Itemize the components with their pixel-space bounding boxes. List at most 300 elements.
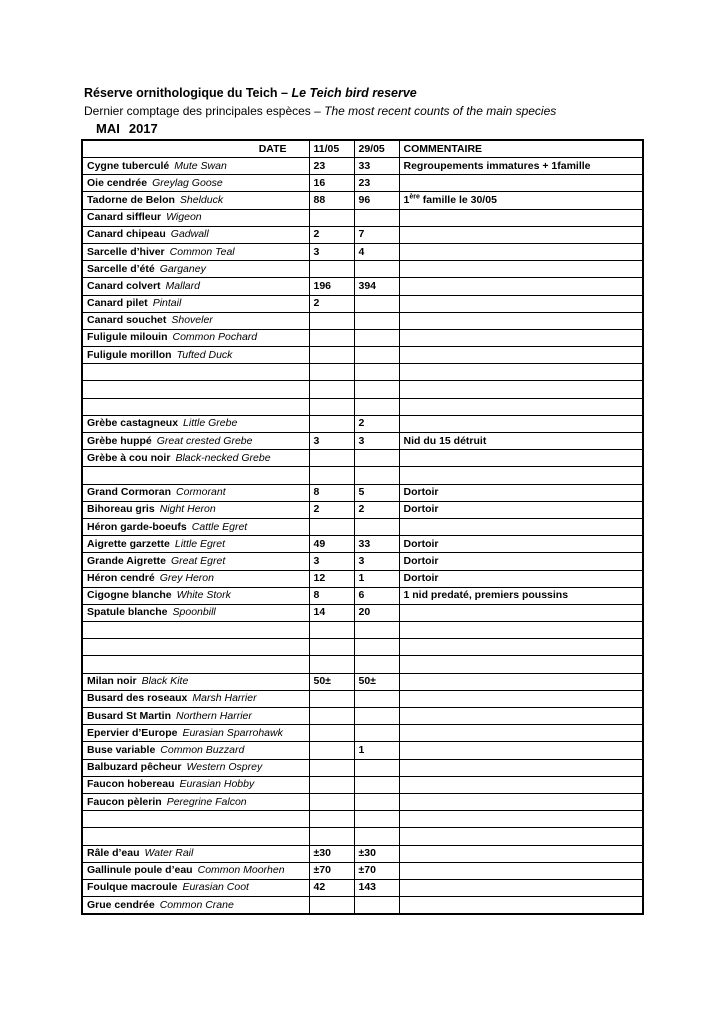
- count-29-05: 6: [354, 587, 399, 604]
- species-cell: [82, 175, 309, 192]
- species-name-fr: Milan noir: [87, 675, 137, 688]
- count-11-05: 12: [309, 570, 354, 587]
- species-count-table: [81, 139, 644, 915]
- comment-cell: [399, 415, 643, 432]
- table-row: [82, 295, 643, 312]
- count-29-05: 20: [354, 604, 399, 621]
- species-cell: [82, 329, 309, 346]
- species-name-fr: Râle d’eau: [87, 847, 140, 860]
- species-name-fr: Grèbe huppé: [87, 434, 152, 447]
- species-cell: [82, 415, 309, 432]
- table-row: [82, 209, 643, 226]
- species-name-en: Wigeon: [166, 211, 202, 224]
- count-11-05: [309, 656, 354, 673]
- comment-cell: [399, 518, 643, 535]
- count-29-05: [354, 295, 399, 312]
- species-cell: [82, 725, 309, 742]
- count-29-05: 2: [354, 415, 399, 432]
- count-11-05: [309, 364, 354, 381]
- species-name-fr: Faucon pèlerin: [87, 795, 162, 808]
- count-29-05: [354, 811, 399, 828]
- table-row: [82, 381, 643, 398]
- comment-cell: Dortoir: [399, 536, 643, 553]
- comment-cell: [399, 398, 643, 415]
- species-name-fr: Balbuzard pêcheur: [87, 761, 182, 774]
- count-29-05: [354, 897, 399, 915]
- table-row: [82, 811, 643, 828]
- title-separator: –: [277, 86, 292, 100]
- comment-cell: [399, 364, 643, 381]
- count-29-05: [354, 347, 399, 364]
- species-name-en: Peregrine Falcon: [166, 795, 247, 808]
- species-name-en: Common Crane: [159, 898, 234, 911]
- species-cell: [82, 690, 309, 707]
- comment-cell: [399, 209, 643, 226]
- comment-cell: [399, 329, 643, 346]
- species-cell: [82, 536, 309, 553]
- species-cell: [82, 312, 309, 329]
- species-name-fr: Fuligule morillon: [87, 348, 172, 361]
- count-11-05: ±30: [309, 845, 354, 862]
- species-name-fr: Héron cendré: [87, 572, 155, 585]
- comment-cell: [399, 467, 643, 484]
- year-label: 2017: [128, 121, 158, 136]
- count-11-05: 23: [309, 158, 354, 175]
- species-name-en: Water Rail: [144, 847, 194, 860]
- species-cell: [82, 897, 309, 915]
- comment-cell: [399, 656, 643, 673]
- count-11-05: [309, 329, 354, 346]
- table-row: [82, 158, 643, 175]
- subtitle-fr: Dernier comptage des principales espèces: [84, 104, 311, 118]
- count-29-05: 3: [354, 433, 399, 450]
- species-cell: [82, 811, 309, 828]
- species-name-en: Night Heron: [159, 503, 216, 516]
- count-29-05: [354, 329, 399, 346]
- count-11-05: [309, 708, 354, 725]
- comment-cell: [399, 295, 643, 312]
- table-row: [82, 690, 643, 707]
- table-row: [82, 604, 643, 621]
- count-11-05: 2: [309, 226, 354, 243]
- count-29-05: [354, 759, 399, 776]
- count-11-05: 196: [309, 278, 354, 295]
- comment-cell: [399, 862, 643, 879]
- subtitle-separator: –: [310, 104, 325, 118]
- species-name-en: Mute Swan: [174, 159, 227, 172]
- table-row: [82, 243, 643, 260]
- comment-cell: 1 nid predaté, premiers poussins: [399, 587, 643, 604]
- table-row: [82, 347, 643, 364]
- species-name-fr: Grèbe à cou noir: [87, 451, 171, 464]
- count-29-05: 1: [354, 570, 399, 587]
- comment-superscript: ère: [409, 193, 420, 201]
- table-row: [82, 828, 643, 845]
- comment-cell: Dortoir: [399, 501, 643, 518]
- species-name-fr: Cygne tuberculé: [87, 159, 170, 172]
- species-cell: [82, 776, 309, 793]
- species-name-fr: Grand Cormoran: [87, 486, 172, 499]
- count-11-05: [309, 381, 354, 398]
- count-11-05: [309, 759, 354, 776]
- count-29-05: [354, 209, 399, 226]
- species-cell: [82, 261, 309, 278]
- species-name-fr: Busard St Martin: [87, 709, 172, 722]
- count-29-05: [354, 398, 399, 415]
- species-name-fr: Fuligule milouin: [87, 331, 168, 344]
- species-name-fr: Grande Aigrette: [87, 554, 166, 567]
- count-11-05: 3: [309, 243, 354, 260]
- species-name-fr: Tadorne de Belon: [87, 193, 175, 206]
- count-11-05: 88: [309, 192, 354, 209]
- table-row: [82, 656, 643, 673]
- species-cell: [82, 158, 309, 175]
- species-name-fr: Canard chipeau: [87, 228, 166, 241]
- species-name-fr: Grèbe castagneux: [87, 417, 179, 430]
- table-row: [82, 570, 643, 587]
- species-name-en: Great Egret: [170, 554, 226, 567]
- comment-cell: Regroupements immatures + 1famille: [399, 158, 643, 175]
- count-11-05: [309, 209, 354, 226]
- comment-cell: [399, 261, 643, 278]
- count-11-05: ±70: [309, 862, 354, 879]
- date-column-1: 11/05: [309, 140, 354, 158]
- count-29-05: [354, 776, 399, 793]
- comment-cell: [399, 312, 643, 329]
- count-29-05: 33: [354, 536, 399, 553]
- species-cell: [82, 793, 309, 810]
- species-name-fr: Héron garde-boeufs: [87, 520, 187, 533]
- species-name-en: Common Teal: [169, 245, 235, 258]
- count-11-05: [309, 312, 354, 329]
- count-29-05: [354, 312, 399, 329]
- comment-cell: [399, 742, 643, 759]
- count-11-05: 49: [309, 536, 354, 553]
- species-name-en: Cattle Egret: [191, 520, 248, 533]
- count-29-05: 23: [354, 175, 399, 192]
- species-name-fr: Canard pilet: [87, 297, 148, 310]
- species-name-fr: Oie cendrée: [87, 176, 148, 189]
- comment-cell: [399, 192, 643, 209]
- species-name-en: Northern Harrier: [176, 709, 252, 722]
- table-header-row: [82, 140, 643, 158]
- count-29-05: [354, 639, 399, 656]
- count-29-05: ±30: [354, 845, 399, 862]
- count-29-05: [354, 656, 399, 673]
- species-name-en: Black-necked Grebe: [175, 451, 271, 464]
- species-name-en: Mallard: [165, 279, 200, 292]
- species-name-en: Western Osprey: [186, 761, 263, 774]
- species-name-fr: Canard souchet: [87, 314, 167, 327]
- comment-cell: [399, 708, 643, 725]
- table-row: [82, 793, 643, 810]
- table-row: [82, 175, 643, 192]
- comment-cell: [399, 793, 643, 810]
- count-11-05: 3: [309, 553, 354, 570]
- species-name-en: Tufted Duck: [176, 348, 233, 361]
- species-cell: [82, 364, 309, 381]
- count-11-05: 8: [309, 587, 354, 604]
- count-29-05: [354, 828, 399, 845]
- table-row: [82, 226, 643, 243]
- species-name-en: Little Egret: [174, 537, 226, 550]
- count-29-05: [354, 364, 399, 381]
- table-row: [82, 536, 643, 553]
- count-29-05: 1: [354, 742, 399, 759]
- table-row: [82, 742, 643, 759]
- comment-cell: [399, 725, 643, 742]
- species-name-en: White Stork: [176, 589, 231, 602]
- comment-cell: [399, 381, 643, 398]
- table-row: [82, 759, 643, 776]
- species-name-fr: Sarcelle d’été: [87, 262, 155, 275]
- species-name-fr: Grue cendrée: [87, 898, 155, 911]
- comment-text: famille le 30/05: [419, 193, 497, 206]
- species-cell: [82, 570, 309, 587]
- count-11-05: [309, 415, 354, 432]
- comment-cell: [399, 845, 643, 862]
- count-11-05: 2: [309, 295, 354, 312]
- species-cell: [82, 759, 309, 776]
- comment-cell: [399, 347, 643, 364]
- species-cell: [82, 381, 309, 398]
- count-11-05: [309, 897, 354, 915]
- comment-cell: [399, 690, 643, 707]
- species-name-en: Greylag Goose: [152, 176, 223, 189]
- species-cell: [82, 587, 309, 604]
- count-29-05: [354, 518, 399, 535]
- species-name-en: Eurasian Coot: [182, 881, 249, 894]
- table-row: [82, 518, 643, 535]
- count-11-05: [309, 450, 354, 467]
- comment-cell: [399, 622, 643, 639]
- species-name-en: Gadwall: [170, 228, 209, 241]
- species-cell: [82, 828, 309, 845]
- count-11-05: [309, 639, 354, 656]
- species-name-fr: Foulque macroule: [87, 881, 178, 894]
- count-29-05: 2: [354, 501, 399, 518]
- table-row: [82, 329, 643, 346]
- table-row: [82, 364, 643, 381]
- table-row: [82, 501, 643, 518]
- count-11-05: [309, 690, 354, 707]
- count-29-05: 33: [354, 158, 399, 175]
- table-row: [82, 484, 643, 501]
- title-fr: Réserve ornithologique du Teich: [84, 86, 278, 100]
- table-row: [82, 312, 643, 329]
- species-name-fr: Faucon hobereau: [87, 778, 175, 791]
- count-29-05: 4: [354, 243, 399, 260]
- species-name-en: Shoveler: [171, 314, 213, 327]
- count-29-05: 5: [354, 484, 399, 501]
- count-11-05: [309, 467, 354, 484]
- count-29-05: 143: [354, 879, 399, 896]
- count-11-05: [309, 828, 354, 845]
- species-cell: [82, 862, 309, 879]
- species-name-fr: Epervier d’Europe: [87, 726, 178, 739]
- title-en: Le Teich bird reserve: [291, 86, 417, 100]
- comment-cell: [399, 776, 643, 793]
- table-row: [82, 553, 643, 570]
- comment-cell: [399, 175, 643, 192]
- comment-cell: [399, 226, 643, 243]
- subtitle-en: The most recent counts of the main species: [324, 104, 557, 118]
- count-29-05: [354, 725, 399, 742]
- table-row: [82, 845, 643, 862]
- count-29-05: [354, 708, 399, 725]
- species-cell: [82, 879, 309, 896]
- comment-cell: [399, 828, 643, 845]
- comment-cell: Dortoir: [399, 570, 643, 587]
- comment-cell: [399, 879, 643, 896]
- species-name-en: Black Kite: [141, 675, 189, 688]
- comment-cell: [399, 604, 643, 621]
- count-11-05: [309, 811, 354, 828]
- species-name-en: Little Grebe: [183, 417, 238, 430]
- table-row: [82, 708, 643, 725]
- comment-cell: [399, 278, 643, 295]
- species-name-en: Common Buzzard: [160, 743, 245, 756]
- count-11-05: 14: [309, 604, 354, 621]
- comment-cell: [399, 639, 643, 656]
- table-row: [82, 433, 643, 450]
- species-cell: [82, 742, 309, 759]
- species-name-fr: Aigrette garzette: [87, 537, 170, 550]
- table-row: [82, 897, 643, 915]
- species-cell: [82, 192, 309, 209]
- table-row: [82, 278, 643, 295]
- count-11-05: 16: [309, 175, 354, 192]
- species-cell: [82, 673, 309, 690]
- species-name-en: Pintail: [152, 297, 182, 310]
- table-row: [82, 415, 643, 432]
- species-name-fr: Sarcelle d’hiver: [87, 245, 165, 258]
- comment-cell: [399, 450, 643, 467]
- species-name-fr: Busard des roseaux: [87, 692, 188, 705]
- table-row: [82, 398, 643, 415]
- species-cell: [82, 484, 309, 501]
- species-name-fr: Canard siffleur: [87, 211, 162, 224]
- species-name-en: Garganey: [159, 262, 206, 275]
- species-cell: [82, 622, 309, 639]
- table-row: [82, 192, 643, 209]
- comment-cell: [399, 673, 643, 690]
- count-29-05: [354, 690, 399, 707]
- count-11-05: [309, 622, 354, 639]
- species-name-fr: Canard colvert: [87, 279, 161, 292]
- comment-cell: Dortoir: [399, 553, 643, 570]
- species-name-en: Marsh Harrier: [192, 692, 257, 705]
- count-29-05: ±70: [354, 862, 399, 879]
- date-column-2: 29/05: [354, 140, 399, 158]
- comment-cell: [399, 811, 643, 828]
- table-row: [82, 622, 643, 639]
- table-row: [82, 862, 643, 879]
- count-11-05: 3: [309, 433, 354, 450]
- count-29-05: 394: [354, 278, 399, 295]
- count-29-05: [354, 381, 399, 398]
- species-cell: [82, 209, 309, 226]
- comment-cell: [399, 897, 643, 915]
- comment-cell: Nid du 15 détruit: [399, 433, 643, 450]
- date-header: DATE: [82, 140, 309, 158]
- species-cell: [82, 656, 309, 673]
- count-29-05: 7: [354, 226, 399, 243]
- species-name-en: Spoonbill: [172, 606, 216, 619]
- species-name-fr: Buse variable: [87, 743, 156, 756]
- species-name-en: Great crested Grebe: [156, 434, 253, 447]
- table-row: [82, 639, 643, 656]
- count-29-05: 3: [354, 553, 399, 570]
- species-cell: [82, 845, 309, 862]
- species-cell: [82, 347, 309, 364]
- count-11-05: [309, 776, 354, 793]
- comment-prefix: 1: [403, 193, 410, 206]
- species-name-fr: Spatule blanche: [87, 606, 168, 619]
- species-cell: [82, 467, 309, 484]
- comment-cell: [399, 759, 643, 776]
- species-name-en: Grey Heron: [159, 572, 214, 585]
- count-29-05: 50±: [354, 673, 399, 690]
- species-cell: [82, 226, 309, 243]
- species-cell: [82, 243, 309, 260]
- page-title: [84, 86, 417, 100]
- table-row: [82, 587, 643, 604]
- count-29-05: [354, 622, 399, 639]
- count-11-05: [309, 725, 354, 742]
- species-name-en: Eurasian Hobby: [179, 778, 255, 791]
- table-row: [82, 725, 643, 742]
- species-cell: [82, 433, 309, 450]
- page-subtitle: [84, 104, 556, 118]
- table-row: [82, 879, 643, 896]
- table-row: [82, 467, 643, 484]
- count-11-05: 8: [309, 484, 354, 501]
- comment-header: COMMENTAIRE: [399, 140, 643, 158]
- count-29-05: [354, 467, 399, 484]
- count-11-05: [309, 347, 354, 364]
- species-cell: [82, 553, 309, 570]
- species-cell: [82, 450, 309, 467]
- table-row: [82, 450, 643, 467]
- table-row: [82, 776, 643, 793]
- count-29-05: 96: [354, 192, 399, 209]
- count-29-05: [354, 450, 399, 467]
- count-11-05: 42: [309, 879, 354, 896]
- species-name-fr: Gallinule poule d’eau: [87, 864, 193, 877]
- table-row: [82, 673, 643, 690]
- species-name-en: Cormorant: [176, 486, 226, 499]
- species-cell: [82, 278, 309, 295]
- count-11-05: 50±: [309, 673, 354, 690]
- period-label: [96, 121, 158, 136]
- count-29-05: [354, 793, 399, 810]
- species-name-fr: Bihoreau gris: [87, 503, 155, 516]
- species-cell: [82, 518, 309, 535]
- species-name-en: Common Pochard: [172, 331, 258, 344]
- comment-cell: [399, 243, 643, 260]
- species-cell: [82, 708, 309, 725]
- count-11-05: [309, 261, 354, 278]
- species-name-en: Shelduck: [179, 193, 224, 206]
- table-row: [82, 261, 643, 278]
- species-cell: [82, 295, 309, 312]
- species-name-en: Common Moorhen: [197, 864, 285, 877]
- count-11-05: [309, 742, 354, 759]
- species-cell: [82, 398, 309, 415]
- species-name-en: Eurasian Sparrohawk: [182, 726, 283, 739]
- count-11-05: 2: [309, 501, 354, 518]
